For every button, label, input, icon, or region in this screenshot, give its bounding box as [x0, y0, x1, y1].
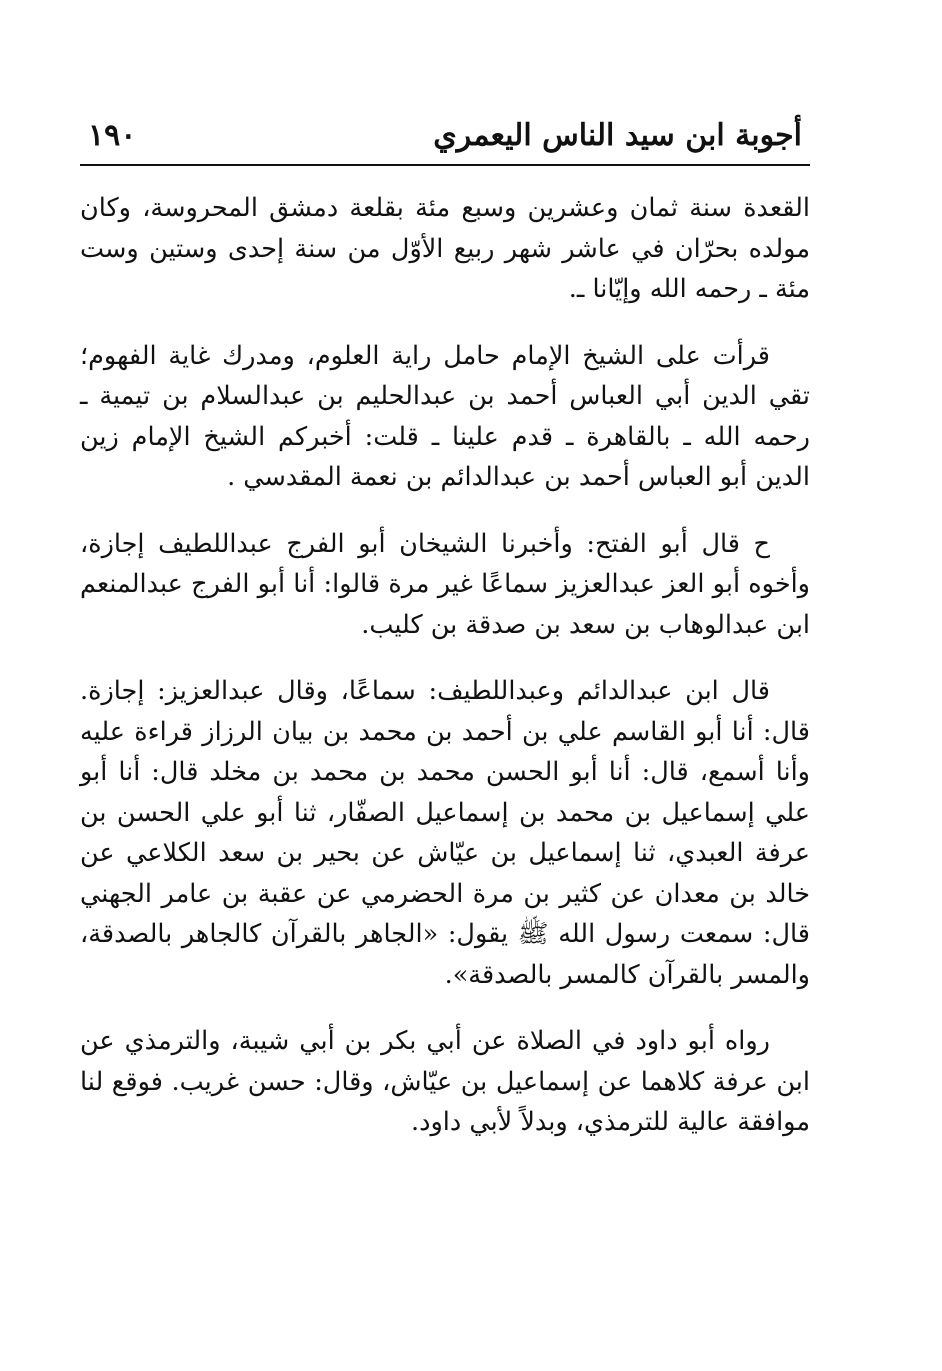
- body-text: [80, 188, 810, 1169]
- paragraph-takhrij: رواه أبو داود في الصلاة عن أبي بكر بن أبي شيبة، والترمذي عن ابن عرفة كلاهما عن إسماعيل بن عيّاش، وقال: حسن غريب. فوقع لنا موافقة عالية للترمذي، وبدلاً لأبي داود.: [80, 1026, 810, 1137]
- paragraph-continuation: القعدة سنة ثمان وعشرين وسبع مئة بقلعة دمشق المحروسة، وكان مولده بحرّان في عاشر شهر ربيع الأوّل من سنة إحدى وستين وست مئة ـ رحمه الله وإيّانا ـ.: [80, 193, 810, 304]
- paragraph-hadith-chain: قال ابن عبدالدائم وعبداللطيف: سماعًا، وقال عبدالعزيز: إجازة. قال: أنا أبو القاسم علي بن أحمد بن محمد بن بيان الرزاز قراءة عليه وأنا أسمع، قال: أنا أبو الحسن محمد بن محمد بن مخلد قال: أنا أبو علي إسماعيل بن محمد بن إسماعيل الصفّار، ثنا أبو علي الحسن بن عرفة العبدي، ثنا إسماعيل بن عيّاش عن بحير بن سعد الكلاعي عن خالد بن معدان عن كثير بن مرة الحضرمي عن عقبة بن عامر الجهني قال: سمعت رسول الله ﷺ يقول: «الجاهر بالقرآن كالجاهر بالصدقة، والمسر بالقرآن كالمسر بالصدقة».: [80, 676, 810, 990]
- paragraph-reading-ibn-taymiyya: قرأت على الشيخ الإمام حامل راية العلوم، ومدرك غاية الفهوم؛ تقي الدين أبي العباس أحمد بن عبدالحليم بن عبدالسلام بن تيمية ـ رحمه الله ـ بالقاهرة ـ قدم علينا ـ قلت: أخبركم الشيخ الإمام زين الدين أبو العباس أحمد بن عبدالدائم بن نعمة المقدسي .: [80, 340, 810, 492]
- book-title: أجوبة ابن سيد الناس اليعمري: [433, 118, 802, 153]
- running-header: [80, 112, 810, 166]
- page-number: ١٩٠: [88, 118, 137, 153]
- paragraph-abu-al-fath: ح قال أبو الفتح: وأخبرنا الشيخان أبو الفرج عبداللطيف إجازة، وأخوه أبو العز عبدالعزيز سماعًا غير مرة قالوا: أنا أبو الفرج عبدالمنعم ابن عبدالوهاب بن سعد بن صدقة بن كليب.: [80, 528, 810, 640]
